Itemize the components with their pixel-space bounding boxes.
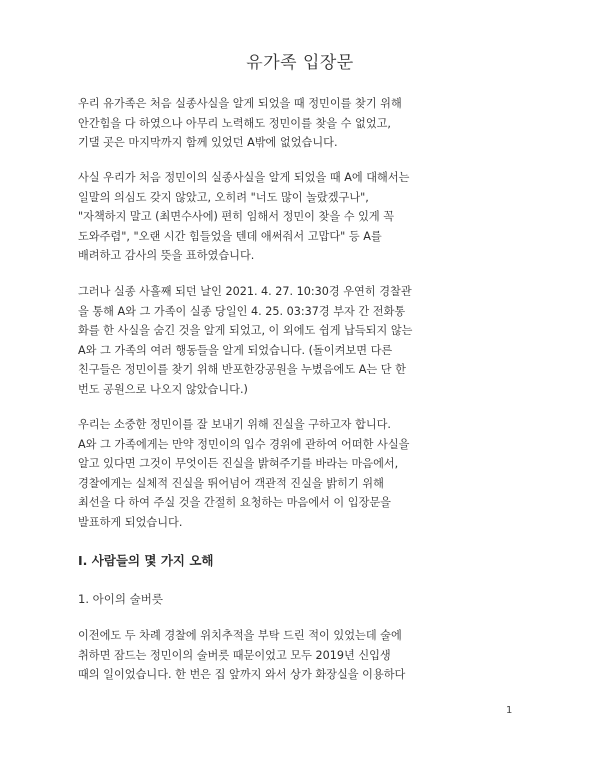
paragraph-line: 사실 우리가 처음 정민이의 실종사실을 알게 되었을 때 A에 대해서는 bbox=[78, 171, 410, 184]
paragraph-line: 일말의 의심도 갖지 않았고, 오히려 "너도 많이 놀랐겠구나", bbox=[78, 190, 369, 204]
paragraph-line: 알고 있다면 그것이 무엇이든 진실을 밝혀주기를 바라는 마음에서, bbox=[78, 457, 399, 470]
paragraph-line: 발표하게 되었습니다. bbox=[78, 515, 183, 529]
subsection-heading: 1. 아이의 술버릇 bbox=[78, 592, 163, 606]
paragraph-line: 때의 일이었습니다. 한 번은 집 앞까지 와서 상가 화장실을 이용하다 bbox=[78, 668, 406, 681]
paragraph-line: 경찰에게는 실체적 진실을 뛰어넘어 객관적 진실을 밝히기 위해 bbox=[78, 476, 384, 490]
paragraph-line: 안간힘을 다 하였으나 아무리 노력해도 정민이를 찾을 수 없었고, bbox=[78, 116, 391, 130]
section-heading: Ⅰ. 사람들의 몇 가지 오해 bbox=[78, 553, 214, 568]
paragraph-line: 화를 한 사실을 숨긴 것을 알게 되었고, 이 외에도 쉽게 납득되지 않는 bbox=[78, 324, 413, 337]
paragraph-line: A와 그 가족에게는 만약 정민이의 입수 경위에 관하여 어떠한 사실을 bbox=[78, 437, 410, 451]
paragraph-line: 최선을 다 하여 주실 것을 간절히 요청하는 마음에서 이 입장문을 bbox=[78, 496, 391, 509]
paragraph-line: 우리 유가족은 처음 실종사실을 알게 되었을 때 정민이를 찾기 위해 bbox=[78, 97, 402, 110]
paragraph-5 bbox=[78, 626, 528, 685]
paragraph-line: 친구들은 정민이를 찾기 위해 반포한강공원을 누볐음에도 A는 단 한 bbox=[78, 363, 406, 376]
document-title: 유가족 입장문 bbox=[246, 53, 354, 73]
paragraph-2 bbox=[78, 168, 528, 266]
paragraph-3 bbox=[78, 282, 528, 399]
paragraph-line: 도와주렴", "오랜 시간 힘들었을 텐데 애써줘서 고맙다" 등 A를 bbox=[78, 229, 382, 243]
paragraph-line: "자책하지 말고 (최면수사에) 편히 임해서 정민이 찾을 수 있게 꼭 bbox=[78, 210, 395, 223]
paragraph-line: 기댈 곳은 마지막까지 함께 있었던 A밖에 없었습니다. bbox=[78, 136, 338, 149]
paragraph-line: 취하면 잠드는 정민이의 술버릇 때문이었고 모두 2019년 신입생 bbox=[78, 648, 391, 662]
paragraph-line: A와 그 가족의 여러 행동들을 알게 되었습니다. (돌이켜보면 다른 bbox=[78, 343, 393, 357]
page-number: 1 bbox=[506, 705, 513, 716]
paragraph-line: 이전에도 두 차례 경찰에 위치추적을 부탁 드린 적이 있었는데 술에 bbox=[78, 629, 402, 642]
paragraph-4 bbox=[78, 415, 528, 532]
paragraph-line: 그러나 실종 사흘째 되던 날인 2021. 4. 27. 10:30경 우연히 경찰관 bbox=[78, 285, 412, 298]
paragraph-line: 을 통해 A와 그 가족이 실종 당일인 4. 25. 03:37경 부자 간 전화통 bbox=[78, 304, 406, 318]
paragraph-1 bbox=[78, 94, 528, 153]
paragraph-line: 배려하고 감사의 뜻을 표하였습니다. bbox=[78, 249, 255, 262]
paragraph-line: 우리는 소중한 정민이를 잘 보내기 위해 진실을 구하고자 합니다. bbox=[78, 418, 391, 431]
paragraph-line: 번도 공원으로 나오지 않았습니다.) bbox=[78, 382, 248, 396]
